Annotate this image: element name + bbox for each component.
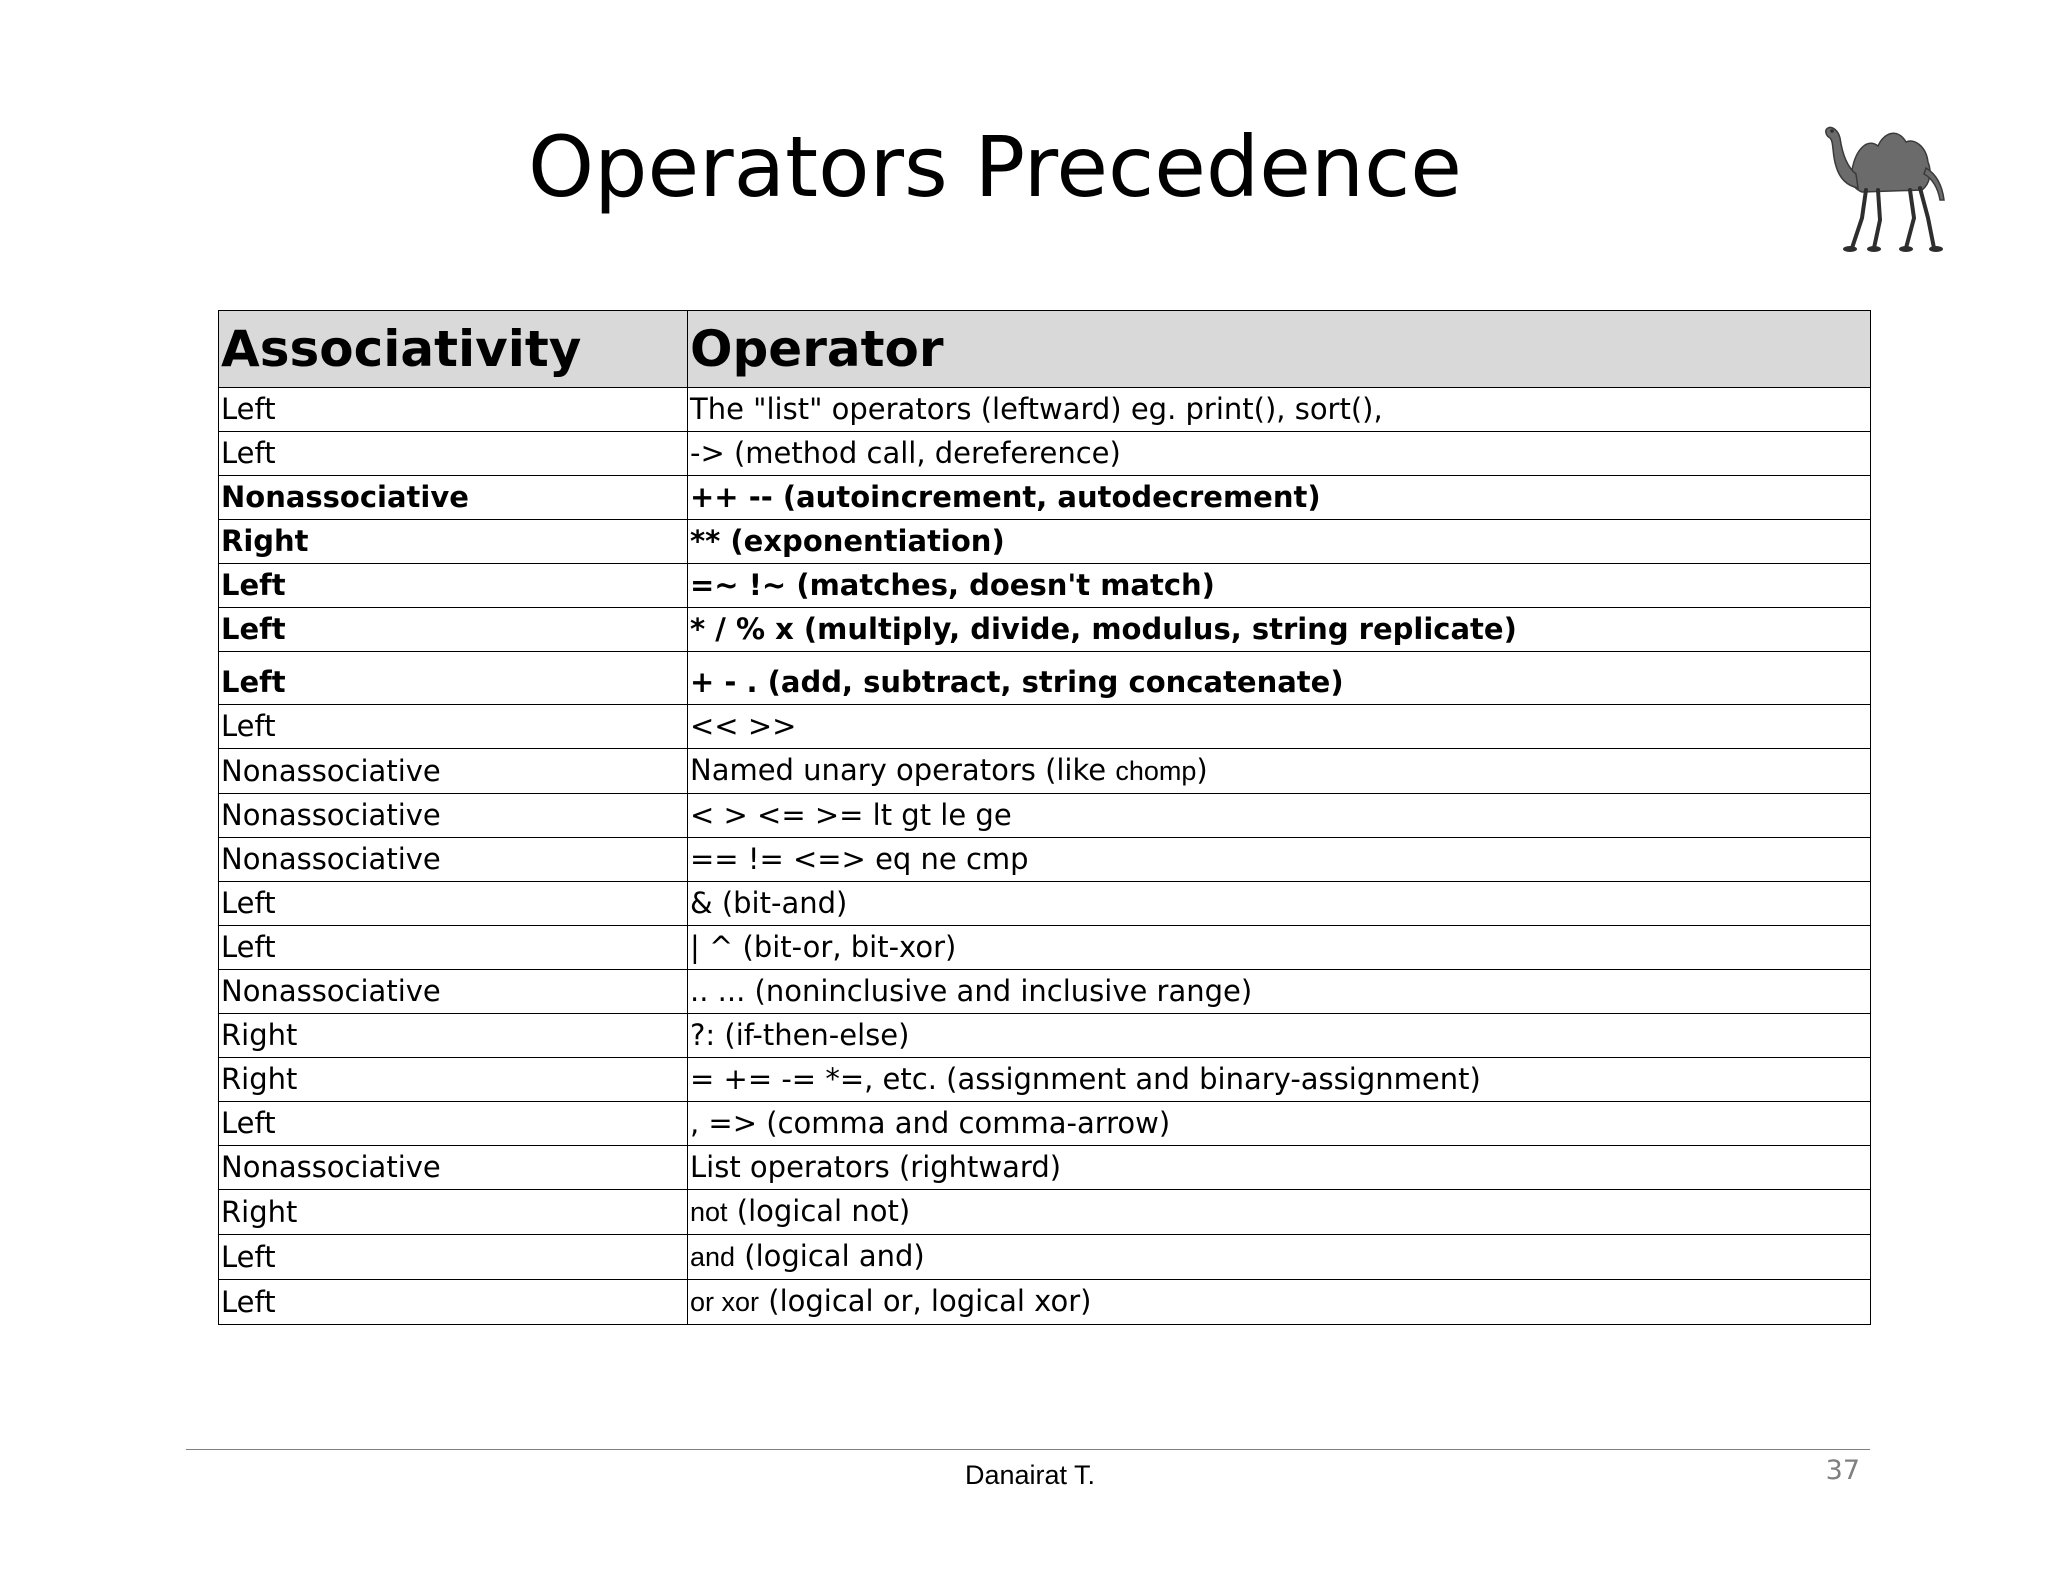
associativity-cell: Nonassociative (219, 1146, 688, 1190)
operator-text: (logical not) (727, 1194, 911, 1228)
operator-cell: -> (method call, dereference) (688, 432, 1871, 476)
associativity-cell: Left (219, 1102, 688, 1146)
table-row (219, 432, 1871, 476)
table-header-row (219, 311, 1871, 388)
operator-keyword: chomp (1115, 756, 1197, 786)
precedence-table (218, 310, 1871, 1325)
operator-text: Named unary operators (like (690, 753, 1116, 787)
operator-cell: .. ... (noninclusive and inclusive range) (688, 970, 1871, 1014)
table-row (219, 970, 1871, 1014)
table-row (219, 564, 1871, 608)
operator-cell (688, 1235, 1871, 1280)
header-operator: Operator (688, 311, 1871, 388)
footer-divider (186, 1449, 1870, 1450)
camel-icon (1822, 108, 1960, 254)
operator-cell: ++ -- (autoincrement, autodecrement) (688, 476, 1871, 520)
operator-cell: < > <= >= lt gt le ge (688, 794, 1871, 838)
operator-cell: = += -= *=, etc. (assignment and binary-assignment) (688, 1058, 1871, 1102)
operator-text: (logical and) (735, 1239, 925, 1273)
operator-keyword: not (690, 1197, 728, 1227)
table-row (219, 1058, 1871, 1102)
table-row (219, 476, 1871, 520)
table-body (219, 388, 1871, 1325)
associativity-cell: Nonassociative (219, 838, 688, 882)
page-number: 37 (1825, 1455, 1860, 1486)
table-row (219, 838, 1871, 882)
operator-cell (688, 749, 1871, 794)
operator-text: (logical or, logical xor) (759, 1284, 1092, 1318)
associativity-cell: Nonassociative (219, 476, 688, 520)
precedence-table-container (218, 310, 1870, 1325)
associativity-cell: Left (219, 1235, 688, 1280)
associativity-cell: Left (219, 564, 688, 608)
associativity-cell: Nonassociative (219, 749, 688, 794)
operator-cell: | ^ (bit-or, bit-xor) (688, 926, 1871, 970)
associativity-cell: Right (219, 1058, 688, 1102)
table-row (219, 388, 1871, 432)
table-row (219, 1190, 1871, 1235)
associativity-cell: Left (219, 432, 688, 476)
footer-author: Danairat T. (964, 1460, 1096, 1490)
associativity-cell: Left (219, 608, 688, 652)
table-row (219, 1146, 1871, 1190)
table-row (219, 1102, 1871, 1146)
slide-title: Operators Precedence (528, 118, 1462, 216)
associativity-cell: Right (219, 1190, 688, 1235)
header-associativity: Associativity (219, 311, 688, 388)
table-row (219, 705, 1871, 749)
table-row (219, 652, 1871, 705)
operator-cell: , => (comma and comma-arrow) (688, 1102, 1871, 1146)
operator-cell: ** (exponentiation) (688, 520, 1871, 564)
operator-cell: & (bit-and) (688, 882, 1871, 926)
operator-cell: The "list" operators (leftward) eg. print(), sort(), (688, 388, 1871, 432)
operator-cell: List operators (rightward) (688, 1146, 1871, 1190)
operator-cell: << >> (688, 705, 1871, 749)
associativity-cell: Left (219, 1280, 688, 1325)
operator-cell: == != <=> eq ne cmp (688, 838, 1871, 882)
table-row (219, 1280, 1871, 1325)
operator-keyword: and (690, 1242, 736, 1272)
associativity-cell: Left (219, 882, 688, 926)
table-row (219, 608, 1871, 652)
operator-cell (688, 1280, 1871, 1325)
operator-cell: =~ !~ (matches, doesn't match) (688, 564, 1871, 608)
table-row (219, 520, 1871, 564)
table-row (219, 749, 1871, 794)
associativity-cell: Left (219, 652, 688, 705)
operator-cell: ?: (if-then-else) (688, 1014, 1871, 1058)
associativity-cell: Right (219, 520, 688, 564)
operator-keyword: or xor (690, 1287, 760, 1317)
table-row (219, 926, 1871, 970)
table-row (219, 794, 1871, 838)
operator-cell: + - . (add, subtract, string concatenate) (688, 652, 1871, 705)
operator-text: ) (1196, 753, 1208, 787)
table-row (219, 1014, 1871, 1058)
operator-cell (688, 1190, 1871, 1235)
associativity-cell: Left (219, 388, 688, 432)
associativity-cell: Right (219, 1014, 688, 1058)
associativity-cell: Nonassociative (219, 794, 688, 838)
operator-cell: * / % x (multiply, divide, modulus, string replicate) (688, 608, 1871, 652)
table-row (219, 1235, 1871, 1280)
table-row (219, 882, 1871, 926)
associativity-cell: Left (219, 705, 688, 749)
associativity-cell: Left (219, 926, 688, 970)
associativity-cell: Nonassociative (219, 970, 688, 1014)
